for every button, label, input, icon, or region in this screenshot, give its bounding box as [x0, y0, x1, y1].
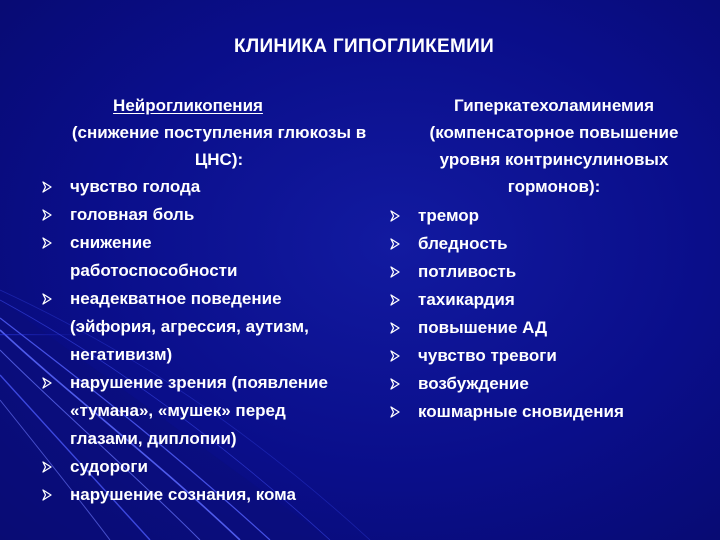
list-item	[388, 314, 720, 342]
left-heading-main: Нейрогликопения	[113, 96, 263, 115]
arrowhead-bullet-icon	[388, 286, 402, 314]
list-item-text: нарушение зрения (появление «тумана», «мушек» перед глазами, диплопии)	[70, 373, 328, 448]
list-item	[388, 398, 720, 426]
list-item-text: потливость	[418, 262, 517, 281]
right-heading-main: Гиперкатехоламинемия	[453, 96, 654, 115]
list-item-text: нарушение сознания, кома	[70, 485, 296, 504]
list-item	[388, 286, 720, 314]
list-item-text: судороги	[70, 457, 148, 476]
left-column	[40, 92, 370, 509]
list-item-text: чувство тревоги	[418, 346, 557, 365]
list-item-text: тахикардия	[418, 290, 515, 309]
list-item	[388, 258, 720, 286]
list-item-text: снижение работоспособности	[70, 233, 238, 280]
list-item	[40, 369, 370, 453]
arrowhead-bullet-icon	[388, 314, 402, 342]
left-heading-sub: (снижение поступления глюкозы в ЦНС):	[71, 123, 367, 169]
arrowhead-bullet-icon	[40, 481, 54, 509]
list-item	[388, 230, 720, 258]
list-item	[40, 201, 370, 229]
arrowhead-bullet-icon	[40, 285, 54, 313]
list-item-text: неадекватное поведение (эйфория, агрессия, аутизм, негативизм)	[70, 289, 309, 364]
arrowhead-bullet-icon	[40, 173, 54, 201]
right-list	[388, 202, 720, 426]
left-list	[40, 173, 370, 509]
left-heading	[40, 92, 370, 173]
list-item	[388, 342, 720, 370]
arrowhead-bullet-icon	[40, 229, 54, 257]
arrowhead-bullet-icon	[388, 342, 402, 370]
list-item	[40, 285, 370, 369]
list-item	[388, 370, 720, 398]
right-heading	[388, 92, 720, 200]
list-item-text: бледность	[418, 234, 508, 253]
list-item-text: тремор	[418, 206, 480, 225]
arrowhead-bullet-icon	[388, 370, 402, 398]
list-item-text: возбуждение	[418, 374, 529, 393]
arrowhead-bullet-icon	[388, 398, 402, 426]
list-item-text: кошмарные сновидения	[418, 402, 624, 421]
arrowhead-bullet-icon	[388, 258, 402, 286]
right-heading-sub: (компенсаторное повышение уровня контринсулиновых гормонов):	[429, 123, 679, 196]
arrowhead-bullet-icon	[388, 202, 402, 230]
list-item	[40, 173, 370, 201]
slide-title: КЛИНИКА ГИПОГЛИКЕМИИ	[233, 36, 495, 57]
list-item-text: головная боль	[70, 205, 195, 224]
list-item	[40, 481, 370, 509]
arrowhead-bullet-icon	[40, 369, 54, 397]
list-item-text: повышение АД	[418, 318, 548, 337]
list-item-text: чувство голода	[70, 177, 201, 196]
right-column	[388, 92, 720, 426]
list-item	[388, 202, 720, 230]
arrowhead-bullet-icon	[40, 201, 54, 229]
arrowhead-bullet-icon	[40, 453, 54, 481]
list-item	[40, 229, 370, 285]
list-item	[40, 453, 370, 481]
arrowhead-bullet-icon	[388, 230, 402, 258]
